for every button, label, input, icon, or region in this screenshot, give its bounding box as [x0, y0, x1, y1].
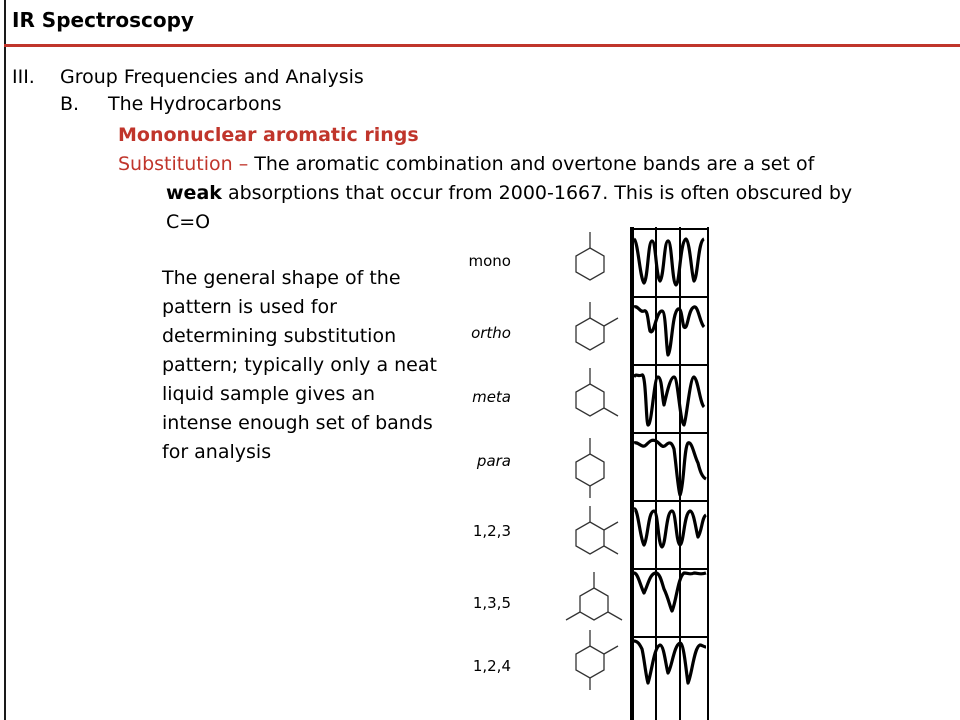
label-para: para	[476, 452, 511, 470]
label-1-2-4: 1,2,4	[472, 657, 511, 675]
substitution-text: The aromatic combination and overtone bands are a set of	[248, 153, 815, 175]
spectrum-para	[634, 440, 706, 495]
outline-text-1: Group Frequencies and Analysis	[60, 66, 364, 88]
spectrum-1-2-3	[634, 509, 706, 547]
pattern-description: The general shape of the pattern is used for determining substitution pattern; typically only a neat liquid sample gives an intense enough set of bands for analysis	[162, 267, 437, 463]
outline-number-2: B.	[60, 93, 80, 115]
spectrum-1-3-5	[634, 573, 706, 611]
substitution-line-3: C=O	[166, 211, 211, 233]
substitution-line-2-text: absorptions that occur from 2000-1667. This is often obscured by	[221, 182, 853, 204]
outline-number-1: III.	[12, 66, 35, 88]
title-divider	[4, 44, 960, 47]
overtone-spectra-image	[628, 227, 712, 720]
left-border-rule	[4, 0, 6, 720]
outline-text-2: The Hydrocarbons	[108, 93, 282, 115]
mono-benzene-icon	[560, 228, 620, 288]
substitution-line-1	[118, 151, 814, 178]
slide-title: IR Spectroscopy	[12, 8, 194, 32]
para-benzene-icon	[560, 434, 620, 498]
spectrum-ortho	[634, 307, 704, 355]
benzene-1-2-4-icon	[560, 626, 620, 690]
section-heading: Mononuclear aromatic rings	[118, 124, 419, 146]
label-mono: mono	[468, 252, 511, 270]
ortho-benzene-icon	[560, 296, 620, 356]
weak-emphasis: weak	[166, 182, 222, 204]
spectrum-mono	[634, 239, 704, 285]
benzene-1-3-5-icon	[560, 568, 630, 632]
outline-level-1	[12, 64, 364, 91]
substitution-line-2	[166, 180, 852, 207]
benzene-1-2-3-icon	[560, 500, 620, 564]
label-meta: meta	[472, 388, 511, 406]
label-1-2-3: 1,2,3	[472, 522, 511, 540]
label-ortho: ortho	[471, 324, 511, 342]
outline-level-2	[60, 91, 282, 118]
substitution-label: Substitution –	[118, 153, 249, 175]
meta-benzene-icon	[560, 364, 620, 424]
label-1-3-5: 1,3,5	[472, 594, 511, 612]
spectrum-meta	[634, 375, 704, 425]
spectrum-1-2-4	[634, 641, 706, 683]
